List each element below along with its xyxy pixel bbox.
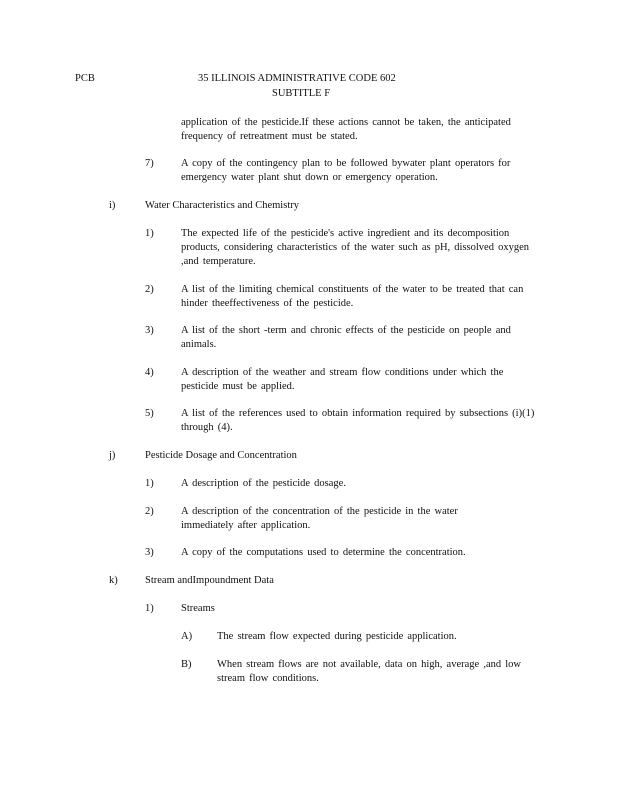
section-label: k) <box>109 575 118 586</box>
item-label: 3) <box>145 325 154 336</box>
item-label: 1) <box>145 603 154 614</box>
list-item: The expected life of the pesticide's active ingredient and its decomposition products, considering characteristics of the water such as pH, dissolved oxygen ,and temperature. <box>181 228 529 267</box>
header-left: PCB <box>75 73 95 84</box>
subsection-heading: Streams <box>181 603 215 614</box>
item-label: 4) <box>145 367 154 378</box>
list-item: The stream flow expected during pesticide application. <box>217 631 457 642</box>
paragraph-continuation: application of the pesticide.If these actions cannot be taken, the anticipated frequency of retreatment must be stated. <box>181 117 511 142</box>
item-label: 3) <box>145 547 154 558</box>
item-label: 1) <box>145 478 154 489</box>
item-label: 1) <box>145 228 154 239</box>
list-item: A description of the weather and stream flow conditions under which the pesticide must be applied. <box>181 367 504 392</box>
section-label: j) <box>109 450 116 461</box>
list-item: A description of the pesticide dosage. <box>181 478 346 489</box>
header-subtitle: SUBTITLE F <box>272 88 331 99</box>
section-heading: Stream andImpoundment Data <box>145 575 274 586</box>
list-item: A copy of the computations used to determine the concentration. <box>181 547 466 558</box>
list-item: A list of the references used to obtain information required by subsections (i)(1) through (4). <box>181 408 535 433</box>
list-item: A list of the short -term and chronic effects of the pesticide on people and animals. <box>181 325 511 350</box>
item-label: A) <box>181 631 193 642</box>
item-label: 5) <box>145 408 154 419</box>
list-item: A description of the concentration of the pesticide in the water immediately after application. <box>181 506 458 531</box>
item-label: B) <box>181 659 192 670</box>
header-title: 35 ILLINOIS ADMINISTRATIVE CODE 602 <box>198 73 396 84</box>
item-label: 2) <box>145 506 154 517</box>
section-heading: Water Characteristics and Chemistry <box>145 200 299 211</box>
section-label: i) <box>109 200 116 211</box>
section-heading: Pesticide Dosage and Concentration <box>145 450 297 461</box>
list-item: A list of the limiting chemical constituents of the water to be treated that can hinder theeffectiveness of the pesticide. <box>181 284 524 309</box>
item-label: 7) <box>145 158 154 169</box>
list-item: A copy of the contingency plan to be followed bywater plant operators for emergency water plant shut down or emergency operation. <box>181 158 511 183</box>
item-label: 2) <box>145 284 154 295</box>
list-item: When stream flows are not available, data on high, average ,and low stream flow conditions. <box>217 659 521 684</box>
